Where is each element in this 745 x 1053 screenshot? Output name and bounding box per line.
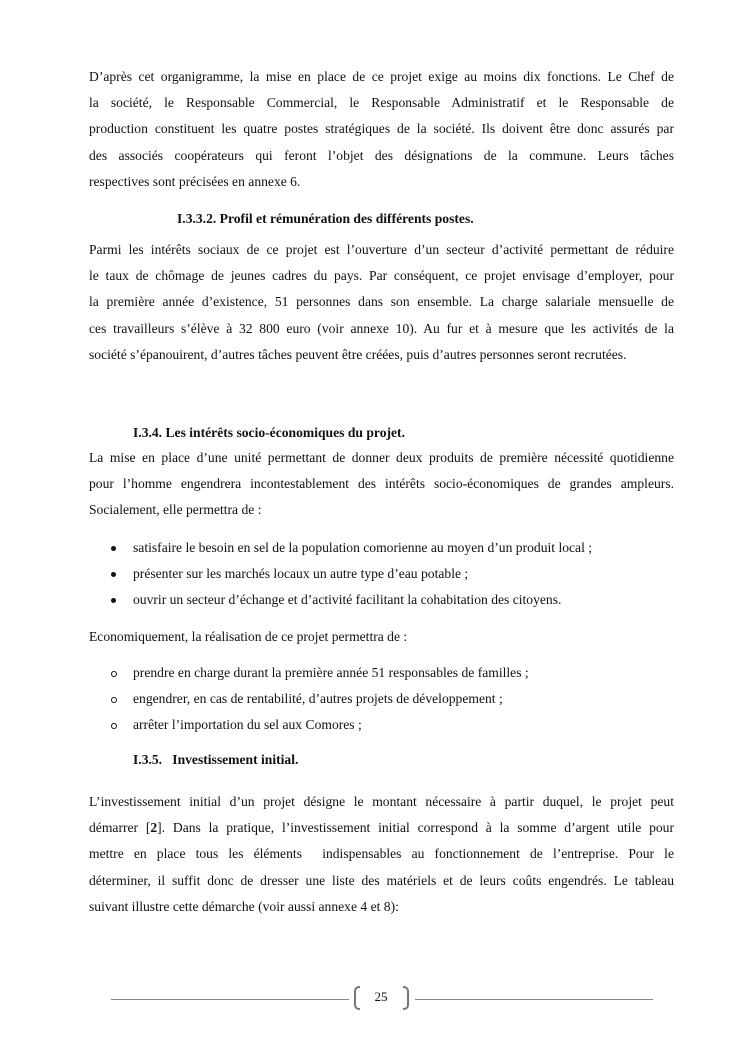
- footer-bracket-right-icon: [403, 986, 409, 1010]
- text-line: ces travailleurs s’élève à 32 800 euro (voir annexe 10). Au fur et à mesure que les activités de la: [89, 320, 674, 336]
- section-heading-investissement: I.3.5. Investissement initial.: [133, 752, 299, 767]
- text-line: le taux de chômage de jeunes cadres du pays. Par conséquent, ce projet envisage d’employer, pour: [89, 268, 674, 284]
- paragraph-investissement: [89, 789, 674, 920]
- reference-number: 2: [150, 820, 158, 836]
- list-item: arrêter l’importation du sel aux Comores ;: [89, 712, 674, 738]
- text-line: la première année d’existence, 51 personnes dans son ensemble. La charge salariale mensuelle de: [89, 294, 674, 310]
- footer-divider-left: [111, 999, 349, 1000]
- text-line: suivant illustre cette démarche (voir aussi annexe 4 et 8):: [89, 898, 399, 914]
- circle-bullet-icon: [111, 697, 117, 703]
- list-item: présenter sur les marchés locaux un autre type d’eau potable ;: [89, 561, 674, 587]
- page-number: 25: [374, 989, 388, 1004]
- text-line: respectives sont précisées en annexe 6.: [89, 173, 301, 189]
- footer-divider-right: [415, 999, 653, 1000]
- circle-bullet-icon: [111, 723, 117, 729]
- text-line: Socialement, elle permettra de :: [89, 502, 262, 518]
- text-line: Parmi les intérêts sociaux de ce projet est l’ouverture d’un secteur d’activité permettant de réduire: [89, 242, 674, 257]
- circle-bullet-icon: [111, 671, 117, 677]
- list-item: engendrer, en cas de rentabilité, d’autres projets de développement ;: [89, 686, 674, 712]
- text-line: pour l’homme engendrera incontestablement des intérêts socio-économiques de grandes ampleurs.: [89, 476, 674, 492]
- footer-bracket-left-icon: [354, 986, 360, 1010]
- text-line: production constituent les quatre postes stratégiques de la société. Ils doivent être donc assurés par: [89, 121, 674, 137]
- list-item: satisfaire le besoin en sel de la population comorienne au moyen d’un produit local ;: [89, 535, 674, 561]
- section-heading-profil: I.3.3.2. Profil et rémunération des différents postes.: [177, 211, 474, 226]
- text-line: mettre en place tous les éléments indispensables au fonctionnement de l’entreprise. Pour le: [89, 846, 674, 862]
- bullet-icon: [111, 572, 116, 577]
- economic-benefits-list: [89, 660, 674, 738]
- text-line: Economiquement, la réalisation de ce projet permettra de :: [89, 629, 408, 644]
- paragraph-unite: [89, 445, 674, 524]
- text-line: des associés coopérateurs qui feront l’objet des désignations de la commune. Leurs tâches: [89, 147, 674, 163]
- bullet-icon: [111, 598, 116, 603]
- social-benefits-list: [89, 535, 674, 613]
- text-line: société s’épanouirent, d’autres tâches peuvent être créées, puis d’autres personnes seront recrutées.: [89, 346, 627, 362]
- list-item: prendre en charge durant la première année 51 responsables de familles ;: [89, 660, 674, 686]
- paragraph-organigramme: [89, 64, 674, 195]
- text-line: L’investissement initial d’un projet désigne le montant nécessaire à partir duquel, le projet peut: [89, 794, 674, 809]
- text-line: La mise en place d’une unité permettant de donner deux produits de première nécessité quotidienne: [89, 450, 674, 465]
- bullet-icon: [111, 546, 116, 551]
- paragraph-economiquement: [89, 624, 674, 650]
- section-heading-interets: I.3.4. Les intérêts socio-économiques du projet.: [133, 425, 405, 440]
- text-line: la société, le Responsable Commercial, le Responsable Administratif et le Responsable de: [89, 95, 674, 111]
- text-line: D’après cet organigramme, la mise en place de ce projet exige au moins dix fonctions. Le Chef de: [89, 69, 674, 84]
- text-line: démarrer [2]. Dans la pratique, l’investissement initial correspond à la somme d’argent utile pour: [89, 820, 674, 836]
- paragraph-interets-sociaux: [89, 237, 674, 368]
- list-item: ouvrir un secteur d’échange et d’activité facilitant la cohabitation des citoyens.: [89, 587, 674, 613]
- text-line: déterminer, il suffit donc de dresser une liste des matériels et de leurs coûts engendrés. Le tableau: [89, 872, 674, 888]
